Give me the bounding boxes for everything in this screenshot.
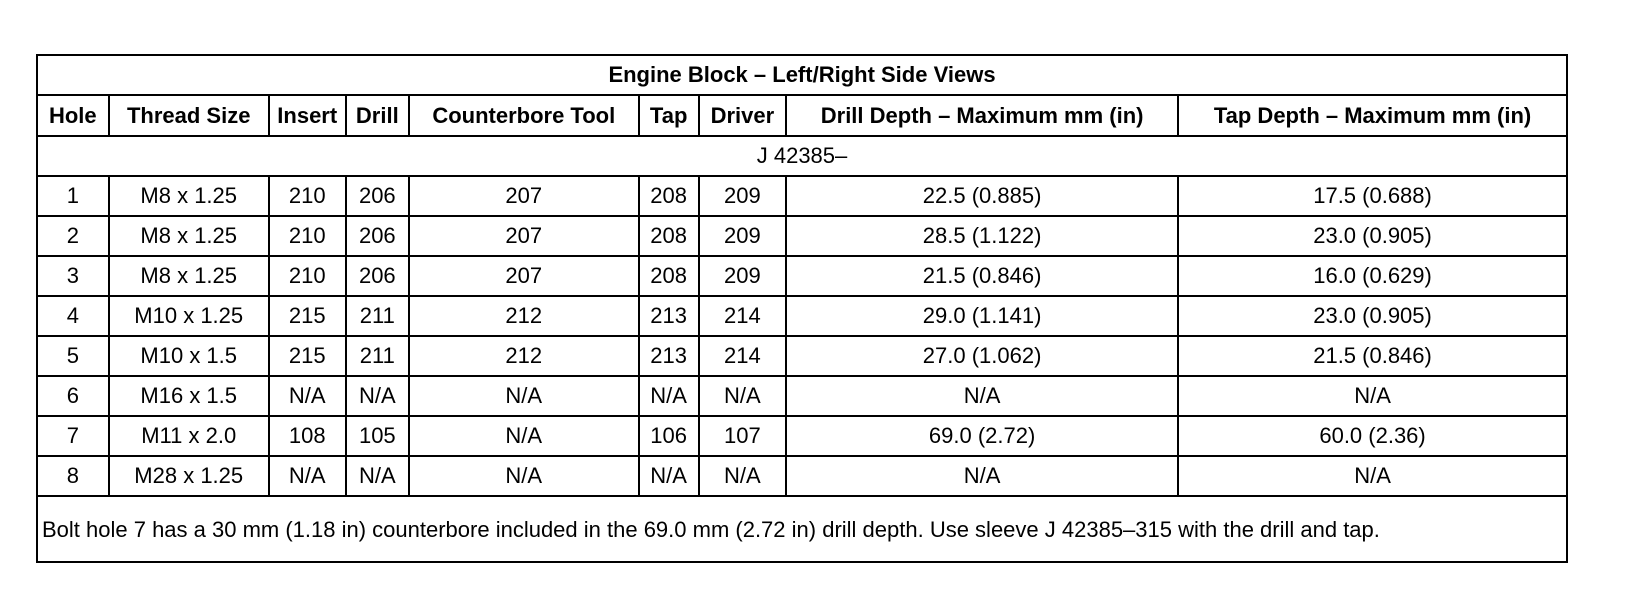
table-row bbox=[37, 336, 1567, 376]
cell-hole: 7 bbox=[37, 416, 109, 456]
title-row bbox=[37, 55, 1567, 95]
cell-drill-depth: 69.0 (2.72) bbox=[786, 416, 1178, 456]
table-row bbox=[37, 176, 1567, 216]
cell-driver: N/A bbox=[699, 376, 786, 416]
table-row bbox=[37, 256, 1567, 296]
cell-tap: 208 bbox=[639, 216, 699, 256]
cell-tap-depth: 60.0 (2.36) bbox=[1178, 416, 1567, 456]
cell-thread-size: M28 x 1.25 bbox=[109, 456, 269, 496]
cell-hole: 8 bbox=[37, 456, 109, 496]
cell-counterbore-tool: N/A bbox=[409, 416, 639, 456]
cell-drill: N/A bbox=[346, 376, 409, 416]
cell-hole: 5 bbox=[37, 336, 109, 376]
cell-driver: N/A bbox=[699, 456, 786, 496]
header-driver: Driver bbox=[699, 95, 786, 136]
cell-tap-depth: 23.0 (0.905) bbox=[1178, 216, 1567, 256]
cell-driver: 209 bbox=[699, 176, 786, 216]
cell-thread-size: M8 x 1.25 bbox=[109, 176, 269, 216]
table-row bbox=[37, 456, 1567, 496]
cell-insert: N/A bbox=[269, 376, 346, 416]
cell-counterbore-tool: 212 bbox=[409, 336, 639, 376]
cell-tap-depth: N/A bbox=[1178, 456, 1567, 496]
cell-drill: N/A bbox=[346, 456, 409, 496]
cell-counterbore-tool: 207 bbox=[409, 256, 639, 296]
cell-thread-size: M16 x 1.5 bbox=[109, 376, 269, 416]
cell-counterbore-tool: N/A bbox=[409, 456, 639, 496]
header-tap-depth: Tap Depth – Maximum mm (in) bbox=[1178, 95, 1567, 136]
header-drill-depth: Drill Depth – Maximum mm (in) bbox=[786, 95, 1178, 136]
cell-tap-depth: 16.0 (0.629) bbox=[1178, 256, 1567, 296]
header-row bbox=[37, 95, 1567, 136]
cell-drill-depth: N/A bbox=[786, 456, 1178, 496]
table-row bbox=[37, 216, 1567, 256]
table-row bbox=[37, 416, 1567, 456]
table-row bbox=[37, 296, 1567, 336]
cell-drill-depth: 22.5 (0.885) bbox=[786, 176, 1178, 216]
table-title: Engine Block – Left/Right Side Views bbox=[37, 55, 1567, 95]
cell-driver: 214 bbox=[699, 296, 786, 336]
cell-drill: 206 bbox=[346, 256, 409, 296]
cell-insert: 210 bbox=[269, 256, 346, 296]
header-counterbore-tool: Counterbore Tool bbox=[409, 95, 639, 136]
cell-tap: 208 bbox=[639, 176, 699, 216]
engine-block-spec-table bbox=[36, 54, 1568, 563]
cell-tap: 213 bbox=[639, 296, 699, 336]
cell-tap-depth: N/A bbox=[1178, 376, 1567, 416]
cell-drill: 105 bbox=[346, 416, 409, 456]
header-tap: Tap bbox=[639, 95, 699, 136]
group-row bbox=[37, 136, 1567, 176]
cell-insert: 215 bbox=[269, 336, 346, 376]
header-drill: Drill bbox=[346, 95, 409, 136]
cell-thread-size: M8 x 1.25 bbox=[109, 216, 269, 256]
cell-insert: 108 bbox=[269, 416, 346, 456]
header-thread-size: Thread Size bbox=[109, 95, 269, 136]
cell-tap: N/A bbox=[639, 456, 699, 496]
cell-driver: 107 bbox=[699, 416, 786, 456]
cell-tap: 213 bbox=[639, 336, 699, 376]
cell-driver: 209 bbox=[699, 216, 786, 256]
cell-tap-depth: 23.0 (0.905) bbox=[1178, 296, 1567, 336]
cell-drill-depth: 21.5 (0.846) bbox=[786, 256, 1178, 296]
cell-insert: 215 bbox=[269, 296, 346, 336]
cell-drill: 206 bbox=[346, 176, 409, 216]
cell-thread-size: M8 x 1.25 bbox=[109, 256, 269, 296]
cell-hole: 2 bbox=[37, 216, 109, 256]
cell-insert: 210 bbox=[269, 216, 346, 256]
cell-drill: 211 bbox=[346, 336, 409, 376]
cell-hole: 3 bbox=[37, 256, 109, 296]
cell-counterbore-tool: N/A bbox=[409, 376, 639, 416]
cell-counterbore-tool: 212 bbox=[409, 296, 639, 336]
cell-tap: N/A bbox=[639, 376, 699, 416]
cell-tap: 106 bbox=[639, 416, 699, 456]
cell-tap-depth: 17.5 (0.688) bbox=[1178, 176, 1567, 216]
tool-group-label: J 42385– bbox=[37, 136, 1567, 176]
table-row bbox=[37, 376, 1567, 416]
cell-counterbore-tool: 207 bbox=[409, 216, 639, 256]
cell-drill-depth: 27.0 (1.062) bbox=[786, 336, 1178, 376]
cell-insert: 210 bbox=[269, 176, 346, 216]
cell-drill: 206 bbox=[346, 216, 409, 256]
header-hole: Hole bbox=[37, 95, 109, 136]
cell-drill-depth: N/A bbox=[786, 376, 1178, 416]
table-note: Bolt hole 7 has a 30 mm (1.18 in) counterbore included in the 69.0 mm (2.72 in) drill depth. Use sleeve J 42385–315 with the drill and tap. bbox=[37, 496, 1567, 562]
cell-drill-depth: 28.5 (1.122) bbox=[786, 216, 1178, 256]
header-insert: Insert bbox=[269, 95, 346, 136]
cell-driver: 214 bbox=[699, 336, 786, 376]
cell-hole: 1 bbox=[37, 176, 109, 216]
cell-counterbore-tool: 207 bbox=[409, 176, 639, 216]
cell-hole: 6 bbox=[37, 376, 109, 416]
cell-drill-depth: 29.0 (1.141) bbox=[786, 296, 1178, 336]
cell-insert: N/A bbox=[269, 456, 346, 496]
note-row bbox=[37, 496, 1567, 562]
cell-tap: 208 bbox=[639, 256, 699, 296]
cell-driver: 209 bbox=[699, 256, 786, 296]
cell-thread-size: M10 x 1.25 bbox=[109, 296, 269, 336]
cell-hole: 4 bbox=[37, 296, 109, 336]
cell-thread-size: M10 x 1.5 bbox=[109, 336, 269, 376]
cell-drill: 211 bbox=[346, 296, 409, 336]
cell-thread-size: M11 x 2.0 bbox=[109, 416, 269, 456]
cell-tap-depth: 21.5 (0.846) bbox=[1178, 336, 1567, 376]
